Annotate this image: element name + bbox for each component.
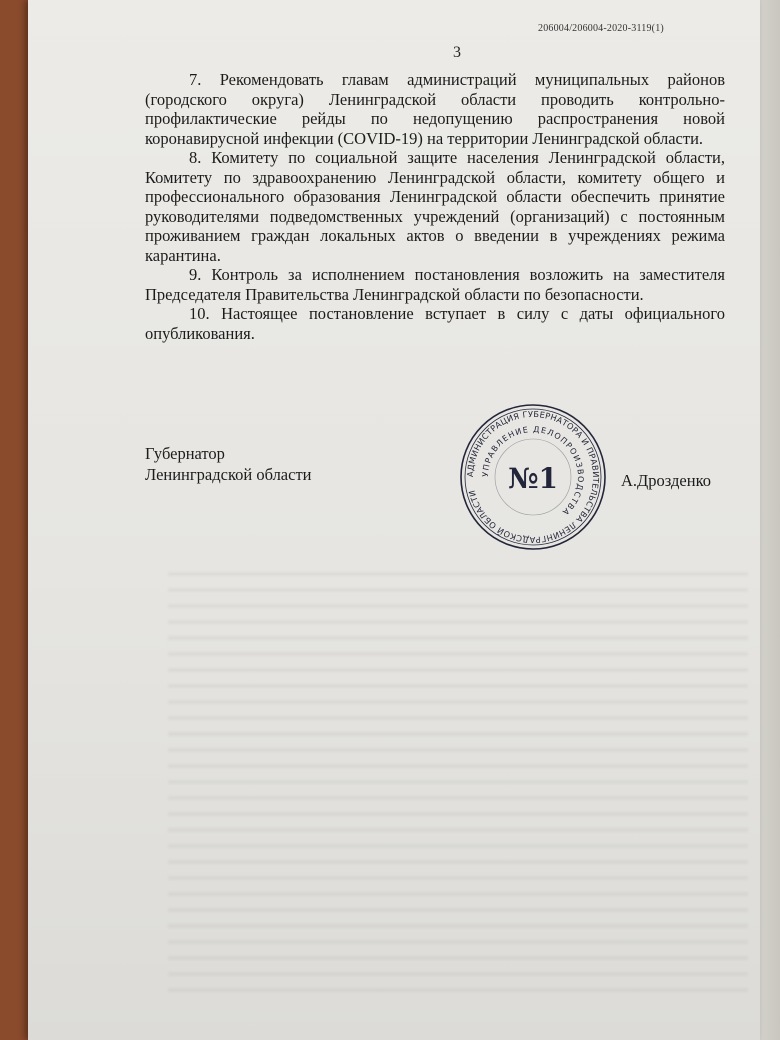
signer-title-line2: Ленинградской области xyxy=(145,465,312,484)
document-page xyxy=(28,0,760,1040)
paragraph-7: 7. Рекомендовать главам администраций муниципальных районов (городского округа) Ленинградской области проводить контрольно-профилактические рейды по недопущению распространения новой коронавирусной инфекции (COVID-19) на территории Ленинградской области. xyxy=(145,70,725,148)
document-id: 206004/206004-2020-3119(1) xyxy=(538,23,664,34)
stamp-number: №1 xyxy=(508,462,558,495)
document-body xyxy=(145,70,725,343)
official-stamp xyxy=(458,402,608,552)
paragraph-10: 10. Настоящее постановление вступает в силу с даты официального опубликования. xyxy=(145,304,725,343)
paragraph-8: 8. Комитету по социальной защите населения Ленинградской области, Комитету по здравоохранению Ленинградской области, комитету общего и профессионального образования Ленинградской области обеспечить принятие руководителями подведомственных учреждений (организаций) с постоянным проживанием граждан локальных актов о введении в учреждениях режима карантина. xyxy=(145,148,725,265)
paragraph-9: 9. Контроль за исполнением постановления возложить на заместителя Председателя Правительства Ленинградской области по безопасности. xyxy=(145,265,725,304)
signer-title-line1: Губернатор xyxy=(145,444,225,463)
stamp-inner-text: УПРАВЛЕНИЕ ДЕЛОПРОИЗВОДСТВА xyxy=(480,424,586,518)
stamp-outer-text: АДМИНИСТРАЦИЯ ГУБЕРНАТОРА И ПРАВИТЕЛЬСТВА ЛЕНИНГРАДСКОЙ ОБЛАСТИ xyxy=(464,408,602,546)
page-number: 3 xyxy=(453,44,461,61)
signature-block xyxy=(145,443,312,485)
bleed-through-text xyxy=(168,560,748,1000)
signer-name: А.Дрозденко xyxy=(621,471,711,490)
